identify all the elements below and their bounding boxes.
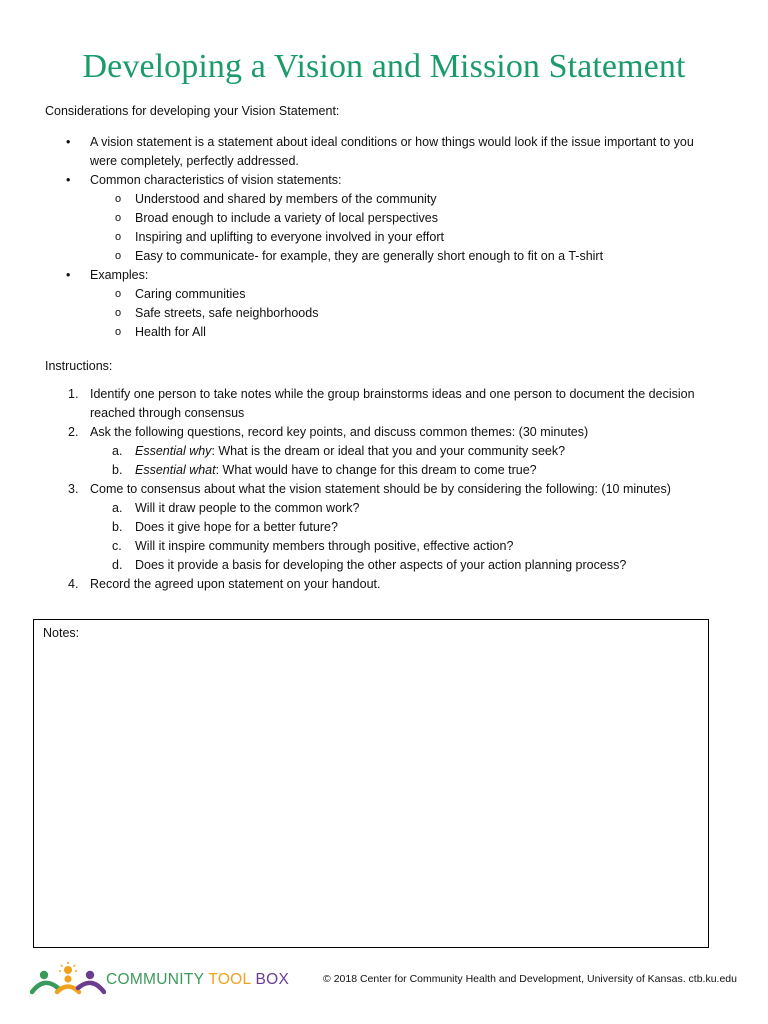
page-title: Developing a Vision and Mission Statement bbox=[82, 48, 686, 85]
circle-bullet-icon: o bbox=[115, 250, 122, 262]
sub-step-item bbox=[60, 518, 720, 537]
sub-bullet-item bbox=[60, 228, 720, 247]
sub-step-item bbox=[60, 537, 720, 556]
bullet-item bbox=[60, 171, 720, 190]
logo-text bbox=[106, 971, 289, 989]
considerations-heading: Considerations for developing your Vision Statement: bbox=[45, 104, 340, 118]
bullet-icon: • bbox=[66, 135, 71, 149]
sub-bullet-item bbox=[60, 285, 720, 304]
sub-step-letter: c. bbox=[112, 539, 122, 553]
notes-label: Notes: bbox=[43, 626, 80, 640]
copyright-text: © 2018 Center for Community Health and Development, University of Kansas. ctb.ku.edu bbox=[323, 973, 737, 985]
sub-step-letter: a. bbox=[112, 501, 123, 515]
sub-bullet-text: Inspiring and uplifting to everyone involved in your effort bbox=[135, 230, 444, 244]
step-number: 4. bbox=[68, 577, 79, 591]
instructions-heading: Instructions: bbox=[45, 359, 113, 373]
sub-step-letter: b. bbox=[112, 463, 123, 477]
sub-step-letter: b. bbox=[112, 520, 123, 534]
bullet-icon: • bbox=[66, 268, 71, 282]
step-text: Ask the following questions, record key points, and discuss common themes: (30 minutes) bbox=[90, 425, 589, 439]
sub-step-item bbox=[60, 442, 720, 461]
circle-bullet-icon: o bbox=[115, 307, 122, 319]
sub-step-letter: d. bbox=[112, 558, 123, 572]
step-number: 2. bbox=[68, 425, 79, 439]
sub-bullet-text: Safe streets, safe neighborhoods bbox=[135, 306, 319, 320]
bullet-item bbox=[60, 133, 720, 171]
sub-step-text: Does it provide a basis for developing the other aspects of your action planning process? bbox=[135, 558, 627, 572]
step-item bbox=[60, 575, 720, 594]
circle-bullet-icon: o bbox=[115, 231, 122, 243]
community-tool-box-logo bbox=[30, 962, 330, 998]
step-item bbox=[60, 480, 720, 499]
sub-step-text: Will it draw people to the common work? bbox=[135, 501, 360, 515]
bullet-item bbox=[60, 266, 720, 285]
sub-step-text: : What is the dream or ideal that you and your community seek? bbox=[211, 444, 566, 458]
sub-bullet-text: Easy to communicate- for example, they are generally short enough to fit on a T-shirt bbox=[135, 249, 604, 263]
circle-bullet-icon: o bbox=[115, 193, 122, 205]
step-number: 3. bbox=[68, 482, 79, 496]
step-text: Come to consensus about what the vision statement should be by considering the following: (10 minutes) bbox=[90, 482, 671, 496]
bullet-text: Examples: bbox=[90, 268, 149, 282]
sub-bullet-text: Understood and shared by members of the community bbox=[135, 192, 437, 206]
step-text: Identify one person to take notes while the group brainstorms ideas and one person to document the decision reached through consensus bbox=[90, 387, 695, 420]
logo-word-tool: TOOL bbox=[208, 971, 251, 988]
sub-bullet-text: Caring communities bbox=[135, 287, 246, 301]
considerations-list bbox=[60, 133, 720, 342]
sub-step-text: Will it inspire community members through positive, effective action? bbox=[135, 539, 514, 553]
sub-bullet-item bbox=[60, 247, 720, 266]
step-item bbox=[60, 423, 720, 442]
sub-step-emphasis: Essential why bbox=[135, 444, 212, 458]
sub-bullet-text: Health for All bbox=[135, 325, 206, 339]
sub-step-item bbox=[60, 461, 720, 480]
people-logo-icon bbox=[30, 962, 106, 998]
sub-step-text: Does it give hope for a better future? bbox=[135, 520, 338, 534]
sub-bullet-item bbox=[60, 209, 720, 228]
instructions-list bbox=[60, 385, 720, 594]
step-number: 1. bbox=[68, 387, 79, 401]
sub-bullet-item bbox=[60, 323, 720, 342]
bullet-text: Common characteristics of vision statements: bbox=[90, 173, 342, 187]
sub-bullet-item bbox=[60, 190, 720, 209]
step-text: Record the agreed upon statement on your handout. bbox=[90, 577, 381, 591]
sub-step-letter: a. bbox=[112, 444, 123, 458]
bullet-icon: • bbox=[66, 173, 71, 187]
circle-bullet-icon: o bbox=[115, 212, 122, 224]
circle-bullet-icon: o bbox=[115, 288, 122, 300]
step-item bbox=[60, 385, 720, 423]
circle-bullet-icon: o bbox=[115, 326, 122, 338]
sub-step-item bbox=[60, 556, 720, 575]
sun-icon bbox=[59, 962, 77, 974]
sub-step-emphasis: Essential what bbox=[135, 463, 216, 477]
sub-step-item bbox=[60, 499, 720, 518]
notes-box[interactable] bbox=[33, 619, 709, 948]
logo-word-box: BOX bbox=[255, 971, 290, 988]
sub-bullet-text: Broad enough to include a variety of local perspectives bbox=[135, 211, 438, 225]
sub-bullet-item bbox=[60, 304, 720, 323]
logo-word-community: COMMUNITY bbox=[106, 971, 204, 988]
sub-step-text: : What would have to change for this dream to come true? bbox=[215, 463, 537, 477]
bullet-text: A vision statement is a statement about ideal conditions or how things would look if the issue important to you were completely, perfectly addressed. bbox=[90, 135, 694, 168]
